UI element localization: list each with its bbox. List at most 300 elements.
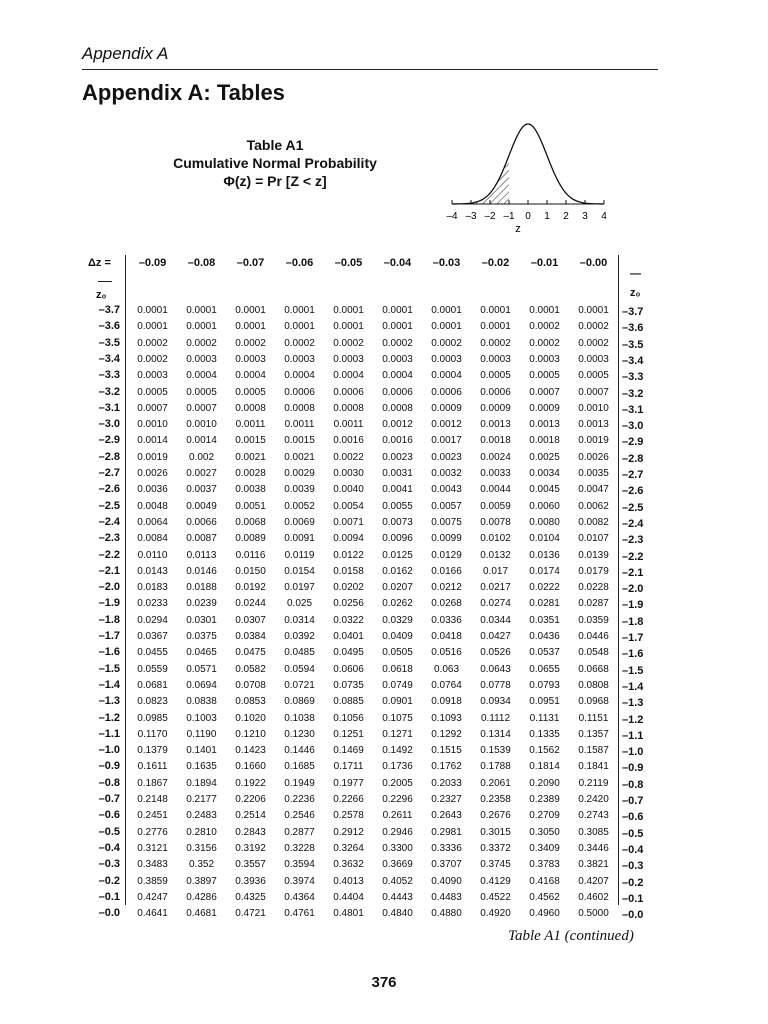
row-z-label: –1.6 <box>98 646 120 659</box>
table-cell: 0.3121 <box>137 842 168 854</box>
table-cell: 0.0294 <box>137 614 168 626</box>
row-z-label: –3.7 <box>98 304 120 316</box>
table-cell: 0.0446 <box>578 631 609 642</box>
table-cell: 0.2877 <box>284 826 315 838</box>
table-cell: 0.3936 <box>235 875 266 887</box>
row-z-label-right: –2.3 <box>622 534 644 547</box>
table-cell: 0.1949 <box>284 777 315 789</box>
table-cell: 0.0162 <box>382 565 413 577</box>
table-cell: 0.2776 <box>137 826 168 838</box>
table-cell: 0.0104 <box>529 533 560 545</box>
row-z-label: –0.9 <box>98 760 120 773</box>
table-cell: 0.0003 <box>186 353 217 365</box>
table-cell: 0.1131 <box>529 712 560 724</box>
table-cell: 0.1587 <box>578 745 609 757</box>
table-cell: 0.0004 <box>431 370 462 382</box>
table-cell: 0.0475 <box>235 647 266 659</box>
table-cell: 0.0418 <box>431 631 462 642</box>
column-header: –0.04 <box>383 257 412 269</box>
axis-tick-label: –1 <box>503 211 515 222</box>
table-cell: 0.0006 <box>284 386 315 398</box>
table-cell: 0.0059 <box>480 500 511 512</box>
table-cell: 0.3707 <box>431 859 462 871</box>
table-cell: 0.0594 <box>284 663 315 675</box>
table-cell: 0.0183 <box>137 582 168 594</box>
table-cell: 0.0256 <box>333 598 364 610</box>
table-cell: 0.0526 <box>480 647 511 659</box>
table-cell: 0.0436 <box>529 631 560 642</box>
table-cell: 0.0823 <box>137 696 168 708</box>
row-z-label-right: –2.1 <box>622 566 644 579</box>
table-row <box>82 712 658 728</box>
table-cell: 0.1492 <box>382 745 413 757</box>
table-cell: 0.0094 <box>333 533 364 545</box>
table-cell: 0.2912 <box>333 826 364 838</box>
table-cell: 0.0002 <box>529 337 560 349</box>
table-cell: 0.0043 <box>431 484 462 496</box>
table-cell: 0.1977 <box>333 777 364 789</box>
table-row <box>82 695 658 711</box>
row-z-label-right: –1.9 <box>622 599 644 612</box>
table-cell: 0.0139 <box>578 549 609 561</box>
table-cell: 0.0655 <box>529 663 560 675</box>
table-cell: 0.3483 <box>137 859 168 871</box>
table-cell: 0.0002 <box>137 353 168 365</box>
row-z-label: –1.3 <box>98 695 120 708</box>
table-cell: 0.3745 <box>480 859 511 871</box>
table-cell: 0.002 <box>188 451 215 463</box>
table-cell: 0.0009 <box>529 402 560 414</box>
table-row <box>82 304 658 320</box>
table-row <box>82 516 658 532</box>
table-cell: 0.0005 <box>186 386 217 398</box>
row-z-label: –0.3 <box>98 858 120 871</box>
table-cell: 0.2709 <box>529 810 560 822</box>
table-cell: 0.0011 <box>333 419 364 431</box>
table-cell: 0.0091 <box>284 533 315 545</box>
table-cell: 0.0001 <box>284 321 315 333</box>
table-cell: 0.0721 <box>284 679 315 691</box>
row-z-label-right: –2.4 <box>622 517 644 530</box>
table-cell: 0.0136 <box>529 549 560 561</box>
table-cell: 0.0735 <box>333 679 364 691</box>
table-cell: 0.0005 <box>137 386 168 398</box>
axis-tick-label: 4 <box>601 211 607 222</box>
table-cell: 0.0030 <box>333 468 364 479</box>
table-cell: 0.0002 <box>480 337 511 349</box>
table-cell: 0.0001 <box>186 321 217 333</box>
row-z-label-right: –0.4 <box>622 843 644 856</box>
table-cell: 0.0026 <box>578 451 609 463</box>
table-cell: 0.025 <box>286 598 313 610</box>
table-row <box>82 777 658 793</box>
table-cell: 0.0011 <box>284 419 315 431</box>
table-cell: 0.3264 <box>333 842 364 854</box>
table-cell: 0.2483 <box>186 810 217 822</box>
table-row <box>82 728 658 744</box>
table-cell: 0.2420 <box>578 794 609 805</box>
row-z-label: –3.0 <box>98 418 120 431</box>
table-cell: 0.0694 <box>186 679 217 691</box>
table-cell: 0.0110 <box>137 549 168 561</box>
table-cell: 0.0885 <box>333 696 364 708</box>
table-cell: 0.4443 <box>382 891 413 903</box>
table-cell: 0.0014 <box>137 435 168 447</box>
table-row <box>82 549 658 565</box>
table-cell: 0.2514 <box>235 810 266 822</box>
table-cell: 0.4602 <box>578 891 609 903</box>
table-cell: 0.2177 <box>186 794 217 805</box>
table-cell: 0.0901 <box>382 696 413 708</box>
table-cell: 0.1003 <box>186 712 217 724</box>
table-cell: 0.0274 <box>480 598 511 610</box>
table-cell: 0.0054 <box>333 500 364 512</box>
table-cell: 0.3409 <box>529 842 560 854</box>
table-row <box>82 337 658 353</box>
table-cell: 0.0002 <box>137 337 168 349</box>
table-cell: 0.0003 <box>137 370 168 382</box>
table-cell: 0.4483 <box>431 891 462 903</box>
table-cell: 0.0019 <box>578 435 609 447</box>
table-cell: 0.1020 <box>235 712 266 724</box>
table-cell: 0.0036 <box>137 484 168 496</box>
table-cell: 0.1314 <box>480 728 511 740</box>
table-cell: 0.0007 <box>137 402 168 414</box>
table-cell: 0.1711 <box>333 761 364 773</box>
table-cell: 0.0013 <box>480 419 511 431</box>
table-cell: 0.0022 <box>333 451 364 463</box>
table-cell: 0.4207 <box>578 875 609 887</box>
right-label-top: — <box>630 268 641 280</box>
table-cell: 0.0125 <box>382 549 413 561</box>
table-cell: 0.0516 <box>431 647 462 659</box>
table-row <box>82 402 658 418</box>
table-cell: 0.0052 <box>284 500 315 512</box>
table-cell: 0.0207 <box>382 582 413 594</box>
table-cell: 0.2061 <box>480 777 511 789</box>
row-z-label-right: –1.7 <box>622 632 644 644</box>
table-cell: 0.2810 <box>186 826 217 838</box>
table-cell: 0.0244 <box>235 598 266 610</box>
table-cell: 0.2946 <box>382 826 413 838</box>
table-cell: 0.3897 <box>186 875 217 887</box>
table-cell: 0.0951 <box>529 696 560 708</box>
table-cell: 0.1056 <box>333 712 364 724</box>
row-z-label: –2.8 <box>98 450 120 463</box>
table-cell: 0.1736 <box>382 761 413 773</box>
table-cell: 0.2743 <box>578 810 609 822</box>
row-z-label-right: –3.1 <box>622 403 644 416</box>
table-cell: 0.0495 <box>333 647 364 659</box>
table-cell: 0.1423 <box>235 745 266 757</box>
table-cell: 0.0166 <box>431 565 462 577</box>
table-cell: 0.0031 <box>382 468 413 479</box>
row-z-label: –2.9 <box>98 434 120 447</box>
table-cell: 0.0001 <box>137 321 168 333</box>
table-cell: 0.0359 <box>578 614 609 626</box>
row-z-label: –2.7 <box>98 467 120 479</box>
row-z-label-right: –3.7 <box>622 306 644 318</box>
shaded-area <box>452 155 509 204</box>
row-z-label: –0.0 <box>98 907 120 920</box>
table-cell: 0.2358 <box>480 794 511 805</box>
table-cell: 0.3859 <box>137 875 168 887</box>
row-z-label-right: –0.3 <box>622 860 644 873</box>
table-cell: 0.0132 <box>480 549 511 561</box>
table-cell: 0.0778 <box>480 679 511 691</box>
table-cell: 0.0026 <box>137 468 168 479</box>
table-row <box>82 875 658 891</box>
table-cell: 0.0113 <box>186 549 217 561</box>
row-z-label-right: –3.3 <box>622 371 644 384</box>
table-cell: 0.2451 <box>137 810 168 822</box>
table-cell: 0.0029 <box>284 468 315 479</box>
column-header: –0.00 <box>579 257 608 269</box>
table-cell: 0.2090 <box>529 777 560 789</box>
table-cell: 0.0559 <box>137 663 168 675</box>
table-cell: 0.3372 <box>480 842 511 854</box>
row-z-label-right: –0.9 <box>622 762 644 775</box>
table-cell: 0.3228 <box>284 842 315 854</box>
table-cell: 0.0017 <box>431 435 462 447</box>
row-z-label: –0.1 <box>98 890 120 903</box>
table-row <box>82 565 658 581</box>
table-cell: 0.3557 <box>235 859 266 871</box>
table-cell: 0.2578 <box>333 810 364 822</box>
table-cell: 0.0002 <box>284 337 315 349</box>
table-cell: 0.0005 <box>529 370 560 382</box>
table-cell: 0.0154 <box>284 565 315 577</box>
table-cell: 0.0027 <box>186 468 217 479</box>
table-cell: 0.0040 <box>333 484 364 496</box>
table-cell: 0.3821 <box>578 859 609 871</box>
row-z-label-right: –0.5 <box>622 827 644 840</box>
table-cell: 0.0643 <box>480 663 511 675</box>
table-cell: 0.2119 <box>578 777 609 789</box>
table-cell: 0.0060 <box>529 500 560 512</box>
table-cell: 0.3446 <box>578 842 609 854</box>
table-cell: 0.4641 <box>137 908 168 920</box>
row-z-label-right: –2.9 <box>622 436 644 449</box>
table-cell: 0.0049 <box>186 500 217 512</box>
table-cell: 0.0021 <box>284 451 315 463</box>
table-row <box>82 826 658 842</box>
table-cell: 0.0281 <box>529 598 560 610</box>
table-cell: 0.2033 <box>431 777 462 789</box>
table-cell: 0.0004 <box>284 370 315 382</box>
table-cell: 0.0007 <box>529 386 560 398</box>
table-cell: 0.1611 <box>137 761 168 773</box>
table-cell: 0.2843 <box>235 826 266 838</box>
table-cell: 0.0051 <box>235 500 266 512</box>
table-cell: 0.4090 <box>431 875 462 887</box>
table-cell: 0.0197 <box>284 582 315 594</box>
corner-label-top: Δz = <box>88 257 111 269</box>
table-cell: 0.4013 <box>333 875 364 887</box>
table-cell: 0.1922 <box>235 777 266 789</box>
row-z-label: –1.2 <box>98 711 120 724</box>
axis-tick-label: 1 <box>544 211 550 222</box>
table-cell: 0.0001 <box>382 305 413 316</box>
table-cell: 0.0301 <box>186 614 217 626</box>
table-cell: 0.0035 <box>578 468 609 479</box>
table-cell: 0.0023 <box>431 451 462 463</box>
table-cell: 0.0034 <box>529 468 560 479</box>
table-cell: 0.1685 <box>284 761 315 773</box>
table-cell: 0.0001 <box>186 305 217 316</box>
table-cell: 0.0008 <box>235 402 266 414</box>
table-cell: 0.3594 <box>284 859 315 871</box>
table-cell: 0.2643 <box>431 810 462 822</box>
table-row <box>82 760 658 776</box>
table-cell: 0.0505 <box>382 647 413 659</box>
table-cell: 0.0427 <box>480 631 511 642</box>
table-cell: 0.3669 <box>382 859 413 871</box>
table-cell: 0.1894 <box>186 777 217 789</box>
table-cell: 0.1190 <box>186 728 217 740</box>
table-cell: 0.0401 <box>333 631 364 642</box>
table-cell: 0.0233 <box>137 598 168 610</box>
row-z-label-right: –3.5 <box>622 338 644 351</box>
table-cell: 0.1379 <box>137 745 168 757</box>
table-cell: 0.4920 <box>480 908 511 920</box>
row-z-label: –1.4 <box>98 678 120 691</box>
table-cell: 0.0087 <box>186 533 217 545</box>
table-cell: 0.0001 <box>333 305 364 316</box>
axis-tick-label: 2 <box>563 211 569 222</box>
table-cell: 0.0002 <box>382 337 413 349</box>
table-cell: 0.0537 <box>529 647 560 659</box>
caption-table-name: Cumulative Normal Probability <box>173 155 377 171</box>
table-cell: 0.0010 <box>137 419 168 431</box>
table-cell: 0.0023 <box>382 451 413 463</box>
table-cell: 0.0039 <box>284 484 315 496</box>
table-cell: 0.1112 <box>480 712 511 724</box>
table-row <box>82 451 658 467</box>
table-cell: 0.0044 <box>480 484 511 496</box>
table-cell: 0.0010 <box>186 419 217 431</box>
table-cell: 0.2546 <box>284 810 315 822</box>
table-cell: 0.0001 <box>284 305 315 316</box>
table-cell: 0.4129 <box>480 875 511 887</box>
table-row <box>82 500 658 516</box>
table-cell: 0.1093 <box>431 712 462 724</box>
table-cell: 0.4325 <box>235 891 266 903</box>
table-cell: 0.0041 <box>382 484 413 496</box>
table-cell: 0.1292 <box>431 728 462 740</box>
table-cell: 0.0668 <box>578 663 609 675</box>
table-cell: 0.3783 <box>529 859 560 871</box>
table-cell: 0.2296 <box>382 794 413 805</box>
row-z-label: –2.3 <box>98 532 120 545</box>
column-header: –0.01 <box>530 257 559 269</box>
table-cell: 0.1210 <box>235 728 266 740</box>
table-cell: 0.2327 <box>431 794 462 805</box>
table-cell: 0.0038 <box>235 484 266 496</box>
right-label-bottom: z₀ <box>630 287 641 299</box>
table-cell: 0.1788 <box>480 761 511 773</box>
table-cell: 0.0212 <box>431 582 462 594</box>
table-cell: 0.0045 <box>529 484 560 496</box>
table-cell: 0.2981 <box>431 826 462 838</box>
row-z-label-right: –1.8 <box>622 615 644 628</box>
table-cell: 0.1271 <box>382 728 413 740</box>
table-cell: 0.0066 <box>186 516 217 528</box>
table-cell: 0.0003 <box>578 353 609 365</box>
table-row <box>82 891 658 907</box>
table-cell: 0.0010 <box>578 402 609 414</box>
table-cell: 0.2236 <box>284 794 315 805</box>
table-cell: 0.0021 <box>235 451 266 463</box>
table-cell: 0.0001 <box>431 321 462 333</box>
corner-dash <box>98 281 112 282</box>
table-cell: 0.0006 <box>431 386 462 398</box>
table-cell: 0.0071 <box>333 516 364 528</box>
row-z-label-right: –1.5 <box>622 664 644 677</box>
table-cell: 0.0004 <box>333 370 364 382</box>
table-cell: 0.063 <box>433 663 460 675</box>
table-row <box>82 809 658 825</box>
table-cell: 0.1469 <box>333 745 364 757</box>
table-cell: 0.017 <box>482 565 509 577</box>
table-cell: 0.0001 <box>235 305 266 316</box>
table-row <box>82 532 658 548</box>
row-z-label: –1.7 <box>98 630 120 642</box>
row-z-label: –3.2 <box>98 385 120 398</box>
row-z-label-right: –2.2 <box>622 550 644 563</box>
table-cell: 0.0268 <box>431 598 462 610</box>
table-cell: 0.4562 <box>529 891 560 903</box>
column-header: –0.08 <box>187 257 216 269</box>
table-row <box>82 793 658 809</box>
table-cell: 0.0001 <box>333 321 364 333</box>
row-z-label: –2.5 <box>98 499 120 512</box>
table-cell: 0.0028 <box>235 468 266 479</box>
table-row <box>82 663 658 679</box>
table-cell: 0.0002 <box>578 337 609 349</box>
table-cell: 0.0217 <box>480 582 511 594</box>
table-cell: 0.3015 <box>480 826 511 838</box>
table-cell: 0.0351 <box>529 614 560 626</box>
table-row <box>82 858 658 874</box>
table-cell: 0.0009 <box>480 402 511 414</box>
row-z-label: –1.9 <box>98 597 120 610</box>
row-z-label-right: –0.6 <box>622 811 644 824</box>
table-cell: 0.1660 <box>235 761 266 773</box>
table-row <box>82 386 658 402</box>
table-cell: 0.0129 <box>431 549 462 561</box>
table-cell: 0.1562 <box>529 745 560 757</box>
table-cell: 0.0853 <box>235 696 266 708</box>
table-cell: 0.3085 <box>578 826 609 838</box>
table-cell: 0.0025 <box>529 451 560 463</box>
row-z-label: –2.1 <box>98 564 120 577</box>
table-cell: 0.0001 <box>137 305 168 316</box>
table-cell: 0.1230 <box>284 728 315 740</box>
table-cell: 0.3050 <box>529 826 560 838</box>
row-z-label-right: –2.6 <box>622 485 644 498</box>
table-cell: 0.0150 <box>235 565 266 577</box>
table-cell: 0.0336 <box>431 614 462 626</box>
column-header: –0.02 <box>481 257 510 269</box>
table-cell: 0.2005 <box>382 777 413 789</box>
column-header: –0.07 <box>236 257 265 269</box>
table-cell: 0.0409 <box>382 631 413 642</box>
table-cell: 0.0008 <box>382 402 413 414</box>
row-z-label: –0.5 <box>98 825 120 838</box>
table-cell: 0.0062 <box>578 500 609 512</box>
table-cell: 0.0012 <box>382 419 413 431</box>
